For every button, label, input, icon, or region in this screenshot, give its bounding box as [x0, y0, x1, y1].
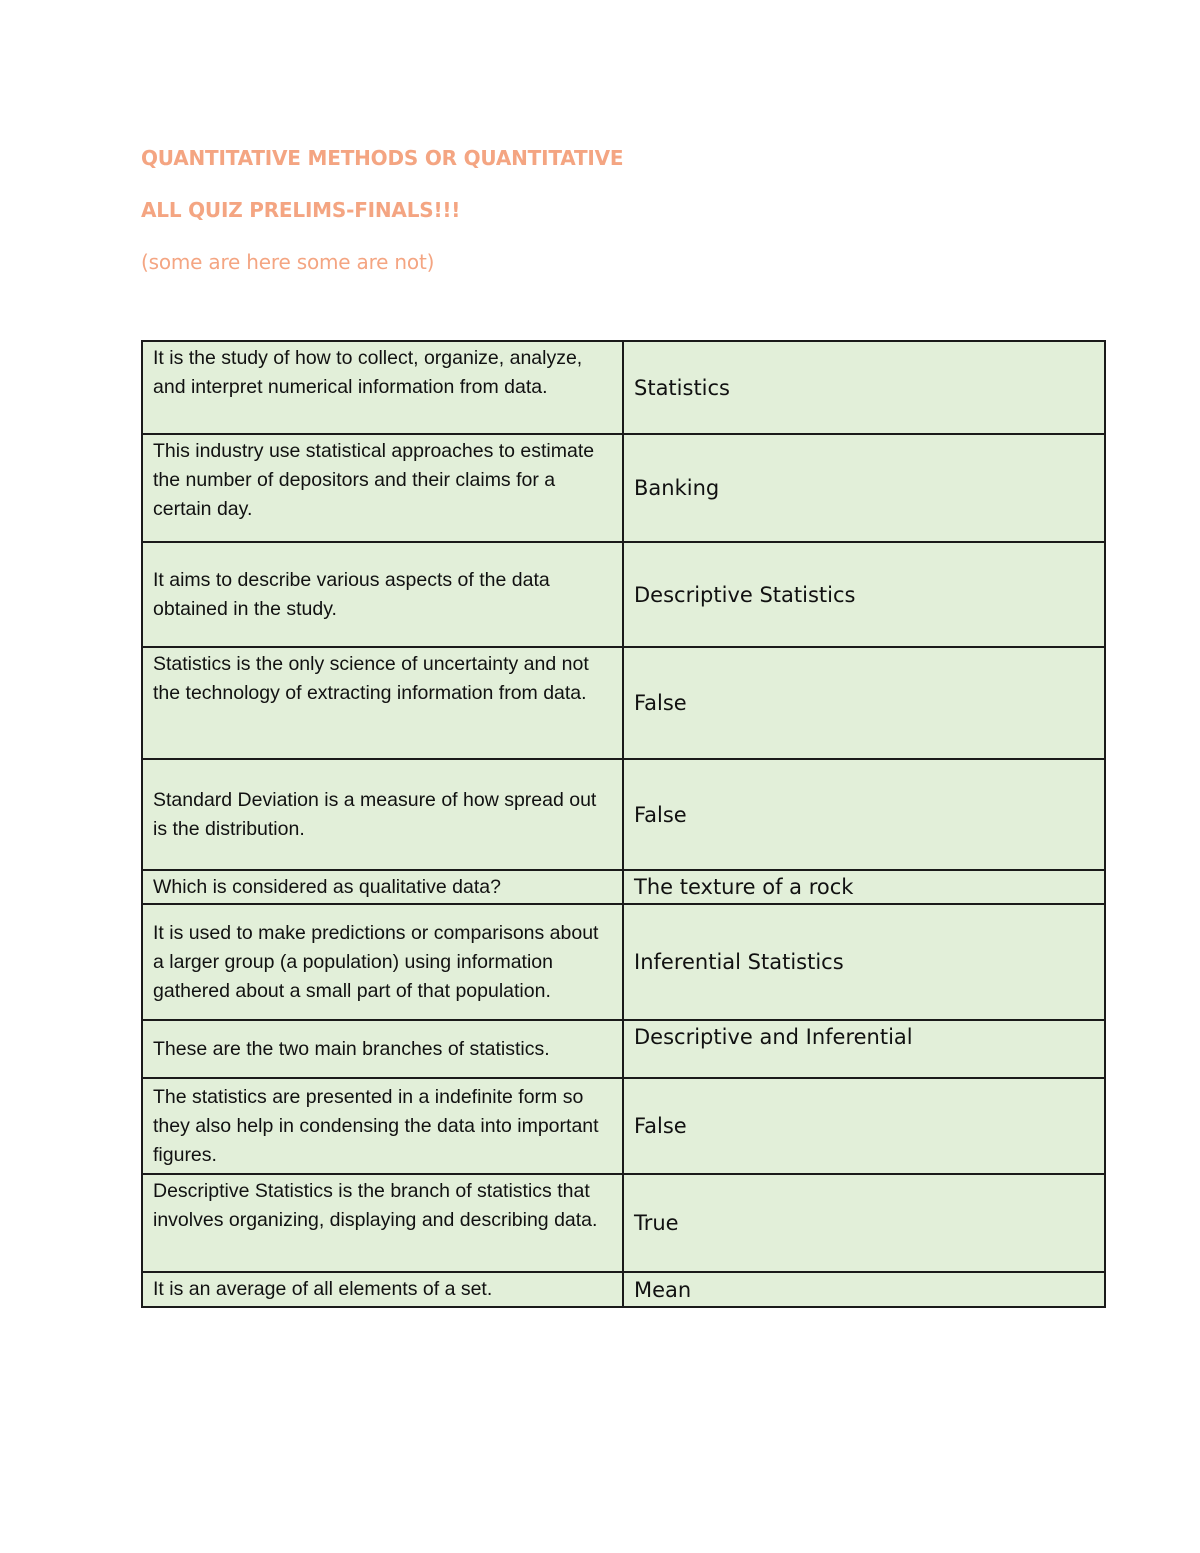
- answer-cell: Statistics: [623, 341, 1105, 434]
- question-cell: This industry use statistical approaches to estimate the number of depositors and their claims for a certain day.: [142, 434, 623, 542]
- document-subtitle-quiz: ALL QUIZ PRELIMS-FINALS!!!: [141, 198, 461, 222]
- question-cell: It is an average of all elements of a set.: [142, 1272, 623, 1307]
- answer-cell: True: [623, 1174, 1105, 1272]
- table-row: [142, 1174, 1105, 1272]
- table-row: [142, 1020, 1105, 1078]
- answer-cell: Inferential Statistics: [623, 904, 1105, 1020]
- table-row: [142, 759, 1105, 870]
- table-row: [142, 1078, 1105, 1174]
- question-cell: It is the study of how to collect, organize, analyze, and interpret numerical information from data.: [142, 341, 623, 434]
- table-row: [142, 434, 1105, 542]
- answer-cell: Descriptive and Inferential: [623, 1020, 1105, 1078]
- answer-cell: False: [623, 1078, 1105, 1174]
- table-row: [142, 542, 1105, 647]
- answer-cell: Descriptive Statistics: [623, 542, 1105, 647]
- table-row: [142, 904, 1105, 1020]
- table-row: [142, 870, 1105, 904]
- quiz-table: [141, 340, 1106, 1308]
- question-cell: It is used to make predictions or comparisons about a larger group (a population) using information gathered about a small part of that population.: [142, 904, 623, 1020]
- question-cell: Statistics is the only science of uncertainty and not the technology of extracting information from data.: [142, 647, 623, 759]
- answer-cell: Banking: [623, 434, 1105, 542]
- question-cell: Descriptive Statistics is the branch of statistics that involves organizing, displaying and describing data.: [142, 1174, 623, 1272]
- answer-cell: The texture of a rock: [623, 870, 1105, 904]
- table-row: [142, 1272, 1105, 1307]
- document-title: QUANTITATIVE METHODS OR QUANTITATIVE: [141, 146, 624, 170]
- answer-cell: False: [623, 759, 1105, 870]
- table-row: [142, 647, 1105, 759]
- answer-cell: False: [623, 647, 1105, 759]
- question-cell: These are the two main branches of statistics.: [142, 1020, 623, 1078]
- question-cell: It aims to describe various aspects of the data obtained in the study.: [142, 542, 623, 647]
- table-row: [142, 341, 1105, 434]
- answer-cell: Mean: [623, 1272, 1105, 1307]
- question-cell: Standard Deviation is a measure of how spread out is the distribution.: [142, 759, 623, 870]
- document-note: (some are here some are not): [141, 250, 435, 274]
- question-cell: The statistics are presented in a indefinite form so they also help in condensing the data into important figures.: [142, 1078, 623, 1174]
- question-cell: Which is considered as qualitative data?: [142, 870, 623, 904]
